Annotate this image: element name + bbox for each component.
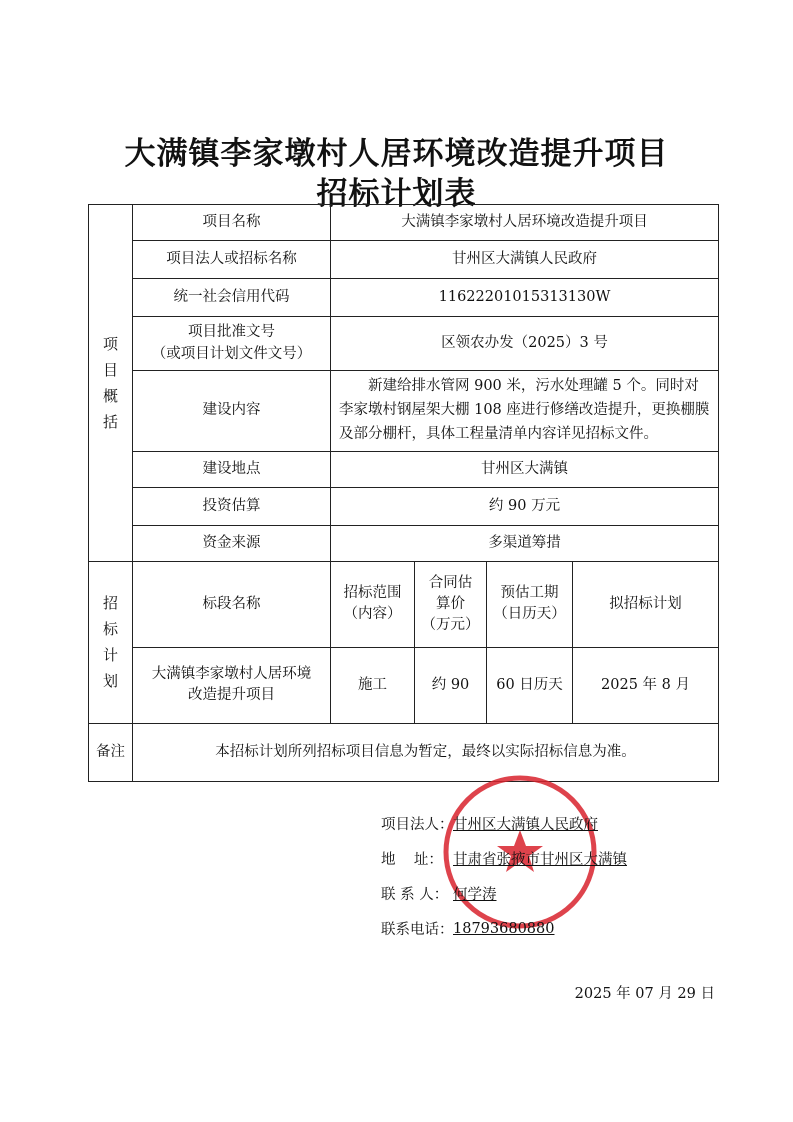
credit-code-value: 11622201015313130W	[331, 279, 719, 317]
duration-header: 预估工期 （日历天）	[487, 561, 573, 647]
funding-source-label: 资金来源	[133, 525, 331, 561]
duration-value: 60 日历天	[487, 647, 573, 723]
footer-legal-value: 甘州区大满镇人民政府	[453, 817, 598, 833]
scope-value: 施工	[331, 647, 415, 723]
section-overview-label: 项 目 概 括	[89, 205, 133, 562]
lot-name-value: 大满镇李家墩村人居环境 改造提升项目	[133, 647, 331, 723]
document-subtitle: 招标计划表	[316, 176, 477, 212]
section-plan-label: 招 标 计 划	[89, 561, 133, 723]
investment-estimate-label: 投资估算	[133, 487, 331, 525]
construction-location-value: 甘州区大满镇	[331, 451, 719, 487]
footer-phone-row: 联系电话： 18793680880	[381, 920, 555, 938]
schedule-header: 拟招标计划	[573, 561, 719, 647]
schedule-value: 2025 年 8 月	[573, 647, 719, 723]
bidding-plan-table	[88, 204, 719, 782]
footer-address-row: 地 址： 甘肃省张掖市甘州区大满镇	[381, 841, 627, 876]
construction-content-label: 建设内容	[133, 371, 331, 452]
footer-address-value: 甘肃省张掖市甘州区大满镇	[453, 852, 627, 868]
legal-entity-label: 项目法人或招标名称	[133, 241, 331, 279]
approval-number-value: 区领农办发（2025）3 号	[331, 317, 719, 371]
footer-contact-value: 何学涛	[453, 887, 497, 903]
table-row	[89, 487, 719, 525]
table-row	[89, 561, 719, 647]
investment-estimate-value: 约 90 万元	[331, 487, 719, 525]
document-date: 2025 年 07 月 29 日	[574, 986, 715, 1002]
credit-code-label: 统一社会信用代码	[133, 279, 331, 317]
project-name-value: 大满镇李家墩村人居环境改造提升项目	[331, 205, 719, 241]
table-row	[89, 371, 719, 452]
construction-location-label: 建设地点	[133, 451, 331, 487]
construction-content-value: 新建给排水管网 900 米，污水处理罐 5 个。同时对李家墩村钢屋架大棚 108 座进行修缮改造提升，更换棚膜及部分棚杆，具体工程量清单内容详见招标文件。	[331, 371, 719, 452]
project-name-label: 项目名称	[133, 205, 331, 241]
remarks-label: 备注	[89, 723, 133, 781]
table-row	[89, 205, 719, 241]
lot-name-header: 标段名称	[133, 561, 331, 647]
table-row	[89, 647, 719, 723]
table-row	[89, 451, 719, 487]
table-row	[89, 317, 719, 371]
approval-number-label: 项目批准文号 （或项目计划文件文号）	[133, 317, 331, 371]
legal-entity-value: 甘州区大满镇人民政府	[331, 241, 719, 279]
scope-header: 招标范围 （内容）	[331, 561, 415, 647]
contact-block	[381, 806, 627, 946]
table-row	[89, 241, 719, 279]
table-row	[89, 279, 719, 317]
footer-contact-row: 联 系 人： 何学涛	[381, 876, 627, 911]
table-row	[89, 525, 719, 561]
funding-source-value: 多渠道筹措	[331, 525, 719, 561]
remarks-value: 本招标计划所列招标项目信息为暂定，最终以实际招标信息为准。	[133, 723, 719, 781]
footer-legal-row: 项目法人： 甘州区大满镇人民政府	[381, 806, 627, 841]
footer-phone-value: 18793680880	[453, 920, 555, 937]
table-row	[89, 723, 719, 781]
contract-price-header: 合同估 算价 （万元）	[415, 561, 487, 647]
document-title: 大满镇李家墩村人居环境改造提升项目	[124, 136, 669, 172]
contract-price-value: 约 90	[415, 647, 487, 723]
